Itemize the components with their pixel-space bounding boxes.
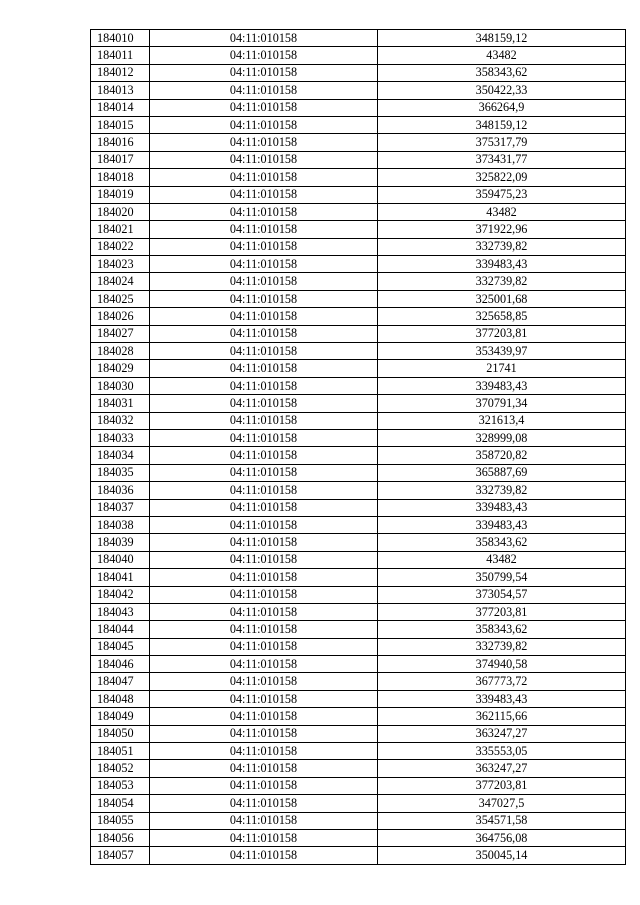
amount-cell: 353439,97 [378,343,626,360]
row-id-cell: 184048 [91,690,150,707]
amount-cell: 332739,82 [378,238,626,255]
row-id-cell: 184015 [91,116,150,133]
table-row [91,586,626,603]
row-id-cell: 184022 [91,238,150,255]
amount-cell: 43482 [378,203,626,220]
amount-cell: 354571,58 [378,812,626,829]
cadastral-code-cell: 04:11:010158 [150,151,378,168]
row-id-cell: 184028 [91,343,150,360]
cadastral-code-cell: 04:11:010158 [150,516,378,533]
cadastral-code-cell: 04:11:010158 [150,847,378,864]
amount-cell: 377203,81 [378,603,626,620]
cadastral-code-cell: 04:11:010158 [150,708,378,725]
row-id-cell: 184047 [91,673,150,690]
amount-cell: 350799,54 [378,569,626,586]
row-id-cell: 184050 [91,725,150,742]
amount-cell: 325658,85 [378,308,626,325]
row-id-cell: 184043 [91,603,150,620]
cadastral-code-cell: 04:11:010158 [150,482,378,499]
table-row [91,569,626,586]
amount-cell: 359475,23 [378,186,626,203]
amount-cell: 373054,57 [378,586,626,603]
amount-cell: 335553,05 [378,743,626,760]
amount-cell: 373431,77 [378,151,626,168]
row-id-cell: 184024 [91,273,150,290]
cadastral-code-cell: 04:11:010158 [150,569,378,586]
data-table [90,29,626,865]
amount-cell: 358720,82 [378,447,626,464]
table-row [91,203,626,220]
table-row [91,708,626,725]
table-row [91,360,626,377]
cadastral-code-cell: 04:11:010158 [150,30,378,47]
table-row [91,725,626,742]
table-row [91,638,626,655]
amount-cell: 377203,81 [378,325,626,342]
table-row [91,516,626,533]
amount-cell: 366264,9 [378,99,626,116]
amount-cell: 321613,4 [378,412,626,429]
amount-cell: 358343,62 [378,64,626,81]
row-id-cell: 184025 [91,290,150,307]
table-row [91,47,626,64]
table-row [91,82,626,99]
table-row [91,429,626,446]
row-id-cell: 184055 [91,812,150,829]
amount-cell: 21741 [378,360,626,377]
row-id-cell: 184010 [91,30,150,47]
row-id-cell: 184031 [91,395,150,412]
cadastral-code-cell: 04:11:010158 [150,447,378,464]
cadastral-code-cell: 04:11:010158 [150,586,378,603]
table-row [91,256,626,273]
cadastral-code-cell: 04:11:010158 [150,412,378,429]
amount-cell: 362115,66 [378,708,626,725]
row-id-cell: 184030 [91,377,150,394]
row-id-cell: 184042 [91,586,150,603]
row-id-cell: 184039 [91,534,150,551]
amount-cell: 339483,43 [378,377,626,394]
amount-cell: 348159,12 [378,116,626,133]
row-id-cell: 184056 [91,829,150,846]
amount-cell: 339483,43 [378,516,626,533]
table-row [91,812,626,829]
row-id-cell: 184044 [91,621,150,638]
row-id-cell: 184046 [91,656,150,673]
row-id-cell: 184036 [91,482,150,499]
amount-cell: 347027,5 [378,795,626,812]
row-id-cell: 184012 [91,64,150,81]
cadastral-code-cell: 04:11:010158 [150,673,378,690]
amount-cell: 358343,62 [378,534,626,551]
amount-cell: 339483,43 [378,256,626,273]
cadastral-code-cell: 04:11:010158 [150,203,378,220]
row-id-cell: 184051 [91,743,150,760]
cadastral-code-cell: 04:11:010158 [150,829,378,846]
row-id-cell: 184033 [91,429,150,446]
cadastral-code-cell: 04:11:010158 [150,690,378,707]
row-id-cell: 184057 [91,847,150,864]
table-row [91,777,626,794]
cadastral-code-cell: 04:11:010158 [150,290,378,307]
cadastral-code-cell: 04:11:010158 [150,743,378,760]
cadastral-code-cell: 04:11:010158 [150,238,378,255]
table-row [91,116,626,133]
table-row [91,273,626,290]
table-row [91,795,626,812]
amount-cell: 332739,82 [378,482,626,499]
table-row [91,743,626,760]
cadastral-code-cell: 04:11:010158 [150,551,378,568]
cadastral-code-cell: 04:11:010158 [150,464,378,481]
row-id-cell: 184037 [91,499,150,516]
amount-cell: 43482 [378,551,626,568]
amount-cell: 367773,72 [378,673,626,690]
cadastral-code-cell: 04:11:010158 [150,429,378,446]
table-row [91,499,626,516]
cadastral-code-cell: 04:11:010158 [150,273,378,290]
cadastral-code-cell: 04:11:010158 [150,638,378,655]
row-id-cell: 184021 [91,221,150,238]
cadastral-code-cell: 04:11:010158 [150,656,378,673]
table-row [91,551,626,568]
table-row [91,464,626,481]
cadastral-code-cell: 04:11:010158 [150,499,378,516]
amount-cell: 339483,43 [378,690,626,707]
cadastral-code-cell: 04:11:010158 [150,395,378,412]
table-row [91,829,626,846]
amount-cell: 363247,27 [378,760,626,777]
row-id-cell: 184016 [91,134,150,151]
table-row [91,151,626,168]
cadastral-code-cell: 04:11:010158 [150,116,378,133]
row-id-cell: 184045 [91,638,150,655]
amount-cell: 364756,08 [378,829,626,846]
amount-cell: 377203,81 [378,777,626,794]
amount-cell: 371922,96 [378,221,626,238]
row-id-cell: 184027 [91,325,150,342]
cadastral-code-cell: 04:11:010158 [150,534,378,551]
amount-cell: 350045,14 [378,847,626,864]
amount-cell: 332739,82 [378,273,626,290]
table-row [91,64,626,81]
row-id-cell: 184013 [91,82,150,99]
row-id-cell: 184011 [91,47,150,64]
table-row [91,534,626,551]
table-row [91,325,626,342]
cadastral-code-cell: 04:11:010158 [150,256,378,273]
row-id-cell: 184038 [91,516,150,533]
cadastral-code-cell: 04:11:010158 [150,725,378,742]
amount-cell: 328999,08 [378,429,626,446]
row-id-cell: 184041 [91,569,150,586]
row-id-cell: 184017 [91,151,150,168]
cadastral-code-cell: 04:11:010158 [150,64,378,81]
cadastral-code-cell: 04:11:010158 [150,47,378,64]
cadastral-code-cell: 04:11:010158 [150,812,378,829]
table-row [91,482,626,499]
cadastral-code-cell: 04:11:010158 [150,603,378,620]
table-row [91,238,626,255]
amount-cell: 375317,79 [378,134,626,151]
cadastral-code-cell: 04:11:010158 [150,308,378,325]
amount-cell: 374940,58 [378,656,626,673]
cadastral-code-cell: 04:11:010158 [150,82,378,99]
table-row [91,673,626,690]
table-row [91,656,626,673]
amount-cell: 350422,33 [378,82,626,99]
amount-cell: 358343,62 [378,621,626,638]
cadastral-code-cell: 04:11:010158 [150,760,378,777]
cadastral-code-cell: 04:11:010158 [150,377,378,394]
row-id-cell: 184049 [91,708,150,725]
row-id-cell: 184014 [91,99,150,116]
row-id-cell: 184019 [91,186,150,203]
table-row [91,343,626,360]
amount-cell: 370791,34 [378,395,626,412]
row-id-cell: 184052 [91,760,150,777]
amount-cell: 332739,82 [378,638,626,655]
table-row [91,186,626,203]
table-row [91,847,626,864]
cadastral-code-cell: 04:11:010158 [150,360,378,377]
cadastral-code-cell: 04:11:010158 [150,221,378,238]
table-row [91,308,626,325]
table-row [91,412,626,429]
row-id-cell: 184026 [91,308,150,325]
table-row [91,169,626,186]
table-row [91,760,626,777]
cadastral-code-cell: 04:11:010158 [150,186,378,203]
amount-cell: 339483,43 [378,499,626,516]
table-row [91,99,626,116]
row-id-cell: 184023 [91,256,150,273]
amount-cell: 348159,12 [378,30,626,47]
amount-cell: 325822,09 [378,169,626,186]
amount-cell: 43482 [378,47,626,64]
row-id-cell: 184035 [91,464,150,481]
table-row [91,395,626,412]
cadastral-code-cell: 04:11:010158 [150,777,378,794]
table-row [91,377,626,394]
table-body [91,30,626,865]
table-row [91,447,626,464]
cadastral-code-cell: 04:11:010158 [150,99,378,116]
amount-cell: 365887,69 [378,464,626,481]
amount-cell: 363247,27 [378,725,626,742]
row-id-cell: 184032 [91,412,150,429]
table-row [91,221,626,238]
row-id-cell: 184029 [91,360,150,377]
table-row [91,603,626,620]
cadastral-code-cell: 04:11:010158 [150,325,378,342]
cadastral-code-cell: 04:11:010158 [150,343,378,360]
row-id-cell: 184034 [91,447,150,464]
table-row [91,134,626,151]
cadastral-code-cell: 04:11:010158 [150,134,378,151]
cadastral-code-cell: 04:11:010158 [150,169,378,186]
row-id-cell: 184040 [91,551,150,568]
table-row [91,30,626,47]
table-row [91,290,626,307]
row-id-cell: 184054 [91,795,150,812]
row-id-cell: 184018 [91,169,150,186]
table-row [91,690,626,707]
table-row [91,621,626,638]
amount-cell: 325001,68 [378,290,626,307]
row-id-cell: 184020 [91,203,150,220]
cadastral-code-cell: 04:11:010158 [150,621,378,638]
row-id-cell: 184053 [91,777,150,794]
cadastral-code-cell: 04:11:010158 [150,795,378,812]
